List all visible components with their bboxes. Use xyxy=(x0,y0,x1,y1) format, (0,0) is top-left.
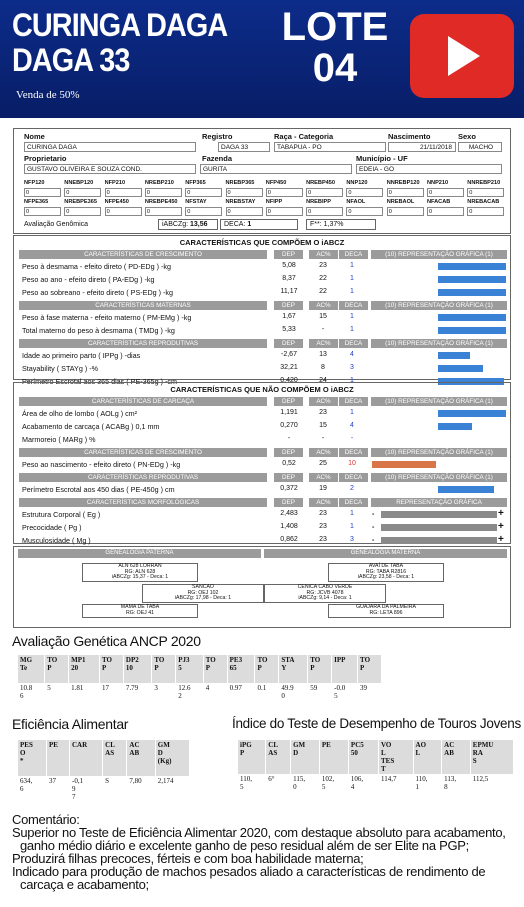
dam-dam-box xyxy=(328,604,444,618)
col-header: CL AS xyxy=(266,740,291,774)
metric-label: NREBP450 xyxy=(306,180,336,186)
col-value: 10.8 6 xyxy=(18,683,45,709)
col-header: AC AB xyxy=(127,740,155,776)
trait-dep: 1,408 xyxy=(280,523,298,530)
col-header-dep: DEP xyxy=(274,448,303,457)
trait-label: Peso ao nascimento - efeito direto ( PN-EDg ) -kg xyxy=(22,460,181,469)
trait-deca: 1 xyxy=(350,510,354,517)
comment-title: Comentário: xyxy=(12,812,80,827)
col-value: 12.6 2 xyxy=(176,683,203,709)
trait-dep: 1,67 xyxy=(282,313,296,320)
trait-deca: 1 xyxy=(350,523,354,530)
col-header: EPMU RA S xyxy=(470,740,513,774)
col-header: PE3 65 xyxy=(227,655,255,683)
trait-deca: - xyxy=(350,435,354,442)
col-header: GM D xyxy=(291,740,320,774)
col-value: 7.79 xyxy=(123,683,151,709)
col-value: 634, 6 xyxy=(18,776,47,802)
sire-sire-box xyxy=(142,584,264,603)
label-registro: Registro xyxy=(202,132,233,141)
field-nascimento: 21/11/2018 xyxy=(388,142,456,152)
comment-line: carcaça e acabamento; xyxy=(20,877,149,892)
col-header: TO P xyxy=(308,655,332,683)
trait-deca: 1 xyxy=(350,262,354,269)
col-header-rep: REPRESENTAÇÃO GRÁFICA xyxy=(371,498,507,507)
col-value: 49.9 0 xyxy=(279,683,308,709)
field-nome: CURINGA DAGA xyxy=(24,142,196,152)
field-sexo: MACHO xyxy=(458,142,502,152)
label-avaliacao-genomica: Avaliação Genômica xyxy=(24,221,89,228)
ancp-table xyxy=(18,655,382,709)
deca-box xyxy=(220,219,298,230)
col-value: 59 xyxy=(308,683,332,709)
trait-dep: 0,270 xyxy=(280,422,298,429)
col-value: 1.81 xyxy=(69,683,100,709)
trait-ac: 19 xyxy=(319,485,327,492)
metric-value: 0 xyxy=(387,207,424,216)
trait-deca: 1 xyxy=(350,288,354,295)
metric-value: 0 xyxy=(105,207,142,216)
col-header-rep: (10) REPRESENTAÇÃO GRÁFICA (1) xyxy=(371,397,507,406)
sale-percentage: Venda de 50% xyxy=(16,89,80,101)
dam-box xyxy=(328,563,444,582)
col-value: -0,1 9 7 xyxy=(69,776,102,802)
group-header: CARACTERÍSTICAS REPRODUTIVAS xyxy=(19,473,267,482)
col-header: TO P xyxy=(152,655,176,683)
col-value: 5 xyxy=(45,683,69,709)
trait-deca: 1 xyxy=(350,377,354,384)
trait-bar xyxy=(438,263,506,270)
trait-label: Idade ao primeiro parto ( IPPg ) -dias xyxy=(22,351,141,360)
trait-bar xyxy=(438,365,483,372)
col-header-deca: DECA xyxy=(339,301,368,310)
trait-deca: 3 xyxy=(350,536,354,543)
trait-bar xyxy=(438,352,470,359)
trait-label: Peso à fase materna - efeito materno ( PM-EMg ) -kg xyxy=(22,313,192,322)
col-header-dep: DEP xyxy=(274,397,303,406)
col-header: CAR xyxy=(69,740,102,776)
trait-ac: 22 xyxy=(319,275,327,282)
trait-dep: - xyxy=(287,435,291,442)
efficiency-title: Eficiência Alimentar xyxy=(12,716,129,732)
field-raca: TABAPUA - PO xyxy=(274,142,386,152)
metric-label: NNREBP210 xyxy=(467,180,501,186)
trait-deca: 1 xyxy=(350,275,354,282)
col-header-deca: DECA xyxy=(339,473,368,482)
metric-label: NFACAB xyxy=(427,199,451,205)
col-header-deca: DECA xyxy=(339,397,368,406)
col-value: 2,174 xyxy=(155,776,189,802)
label-municipio: Município - UF xyxy=(356,154,408,163)
dam-sire-text: CENICA CABO VERDE RG: JCVB 4078 iABCZg: 9,14 - Deca: 1 xyxy=(297,584,353,602)
f-box: F**: 1,37% xyxy=(306,219,376,230)
trait-label: Total materno do peso à desmama ( TMDg ) -kg xyxy=(22,326,175,335)
plus-sign: + xyxy=(498,521,504,532)
dam-text: AVAÍ DE TABA RG: TABA R2816 iABCZg: 23,58 - Deca: 1 xyxy=(357,563,415,581)
col-header-deca: DECA xyxy=(339,339,368,348)
col-header-ac: AC% xyxy=(309,301,338,310)
trait-ac: 25 xyxy=(319,460,327,467)
col-header-ac: AC% xyxy=(309,448,338,457)
metric-value: 0 xyxy=(185,188,222,197)
trait-dep: 2,483 xyxy=(280,510,298,517)
deca-label: DECA: xyxy=(224,221,248,228)
label-raca: Raça - Categoria xyxy=(274,132,334,141)
dam-dam-text: GUAJARA DA PALMEIRA RG: LETA 896 xyxy=(356,604,416,616)
sire-sire-text: SANCAO RG: OEJ 102 iABCZg: 17,98 - Deca: 1 xyxy=(174,584,232,602)
metric-value: 0 xyxy=(306,207,343,216)
metric-label: NREBACAB xyxy=(467,199,500,205)
col-header: PES O * xyxy=(18,740,47,776)
trait-bar xyxy=(438,423,472,430)
trait-dep: 5,08 xyxy=(282,262,296,269)
metric-label: NREBIPP xyxy=(306,199,331,205)
label-nome: Nome xyxy=(24,132,45,141)
label-proprietario: Proprietario xyxy=(24,154,67,163)
group-header: CARACTERÍSTICAS REPRODUTIVAS xyxy=(19,339,267,348)
metric-label: NFP365 xyxy=(185,180,206,186)
trait-bar xyxy=(381,524,497,531)
col-value: 6° xyxy=(266,774,291,800)
trait-bar xyxy=(438,276,506,283)
trait-ac: 23 xyxy=(319,536,327,543)
noncomposing-title: CARACTERÍSTICAS QUE NÃO COMPÕEM O iABCZ xyxy=(170,385,354,394)
group-header: CARACTERÍSTICAS MATERNAS xyxy=(19,301,267,310)
trait-ac: 15 xyxy=(319,422,327,429)
trait-dep: 0,420 xyxy=(280,377,298,384)
col-header-dep: DEP xyxy=(274,498,303,507)
comment-line: Produzirá filhas precoces, férteis e com boa habilidade materna; xyxy=(12,851,364,866)
col-value: 0.97 xyxy=(227,683,255,709)
lote-number: 04 xyxy=(312,46,358,90)
comment-block xyxy=(12,813,524,891)
col-header: PC5 50 xyxy=(348,740,378,774)
metric-label: NREBPE450 xyxy=(144,199,178,205)
col-header-deca: DECA xyxy=(339,250,368,259)
trait-dep: 0,52 xyxy=(282,460,296,467)
trait-ac: 23 xyxy=(319,409,327,416)
col-header: GM D (Kg) xyxy=(155,740,189,776)
trait-bar xyxy=(372,461,436,468)
trait-label: Musculosidade ( Mg ) xyxy=(22,536,91,545)
col-value: 115, 0 xyxy=(291,774,320,800)
sire-text: ALN 628 LORRAN RG: ALN 628 iABCZg: 15,37 - Deca: 1 xyxy=(111,563,169,581)
trait-ac: - xyxy=(321,435,325,442)
trait-label: Peso à desmama - efeito direto ( PD-EDg ) -kg xyxy=(22,262,171,271)
tdtj-table xyxy=(238,740,514,800)
plus-sign: + xyxy=(498,534,504,545)
genealogy-paterna-header: GENEALOGIA PATERNA xyxy=(18,549,261,558)
field-registro: DAGA 33 xyxy=(218,142,270,152)
plus-sign: + xyxy=(498,508,504,519)
trait-ac: 23 xyxy=(319,510,327,517)
col-header: MG Te xyxy=(18,655,45,683)
col-header-ac: AC% xyxy=(309,473,338,482)
metric-value: 0 xyxy=(24,207,61,216)
trait-deca: 1 xyxy=(350,409,354,416)
trait-dep: 8,37 xyxy=(282,275,296,282)
trait-bar xyxy=(381,537,497,544)
col-header-ac: AC% xyxy=(309,339,338,348)
trait-deca: 1 xyxy=(350,326,354,333)
trait-ac: 24 xyxy=(319,377,327,384)
trait-dep: 5,33 xyxy=(282,326,296,333)
metric-label: NFSTAY xyxy=(185,199,207,205)
col-header-rep: (10) REPRESENTAÇÃO GRÁFICA (1) xyxy=(371,250,507,259)
iabczg-box xyxy=(158,219,218,230)
col-header: TO P xyxy=(203,655,227,683)
trait-label: Peso ao ano - efeito direto ( PA-EDg ) -kg xyxy=(22,275,155,284)
trait-bar xyxy=(381,511,497,518)
metric-label: NREBAOL xyxy=(386,199,415,205)
col-value: 110, 1 xyxy=(413,774,442,800)
play-icon xyxy=(448,36,480,76)
metric-value: 0 xyxy=(266,188,303,197)
field-fazenda: GURITA xyxy=(200,164,352,174)
composing-title: CARACTERÍSTICAS QUE COMPÕEM O iABCZ xyxy=(179,238,345,247)
trait-dep: 11,17 xyxy=(280,288,298,295)
col-header: AO L xyxy=(413,740,442,774)
trait-deca: 2 xyxy=(350,485,354,492)
col-header-ac: AC% xyxy=(309,498,338,507)
trait-label: Marmoreio ( MARg ) % xyxy=(22,435,96,444)
metric-value: 0 xyxy=(266,207,303,216)
metric-label: NFP450 xyxy=(265,180,287,186)
col-value: 17 xyxy=(99,683,123,709)
metric-value: 0 xyxy=(346,207,383,216)
trait-ac: - xyxy=(321,326,325,333)
trait-deca: 4 xyxy=(350,351,354,358)
metric-label: NFAOL xyxy=(346,199,366,205)
metric-label: NNP210 xyxy=(427,180,449,186)
group-header: CARACTERÍSTICAS DE CARCAÇA xyxy=(19,397,267,406)
animal-name-title: CURINGA DAGA xyxy=(12,7,228,43)
sire-dam-text: MAMA DE TABA RG: OEJ 41 xyxy=(120,604,160,616)
metric-value: 0 xyxy=(226,188,263,197)
trait-label: Área de olho de lombo ( AOLg ) cm² xyxy=(22,409,138,418)
col-value: 114,7 xyxy=(378,774,413,800)
metric-label: NREBP365 xyxy=(225,180,255,186)
metric-value: 0 xyxy=(105,188,142,197)
trait-label: Acabamento de carcaça ( ACABg ) 0,1 mm xyxy=(22,422,160,431)
trait-bar xyxy=(438,410,506,417)
trait-ac: 23 xyxy=(319,262,327,269)
metric-label: NNP120 xyxy=(346,180,368,186)
col-header: VO L TES T xyxy=(378,740,413,774)
metric-value: 0 xyxy=(145,207,182,216)
metric-label: NREBP210 xyxy=(144,180,174,186)
metric-value: 0 xyxy=(306,188,343,197)
col-header-dep: DEP xyxy=(274,473,303,482)
metric-value: 0 xyxy=(145,188,182,197)
trait-ac: 23 xyxy=(319,523,327,530)
label-fazenda: Fazenda xyxy=(202,154,233,163)
col-header-deca: DECA xyxy=(339,498,368,507)
ancp-title: Avaliação Genética ANCP 2020 xyxy=(12,633,201,649)
col-header-dep: DEP xyxy=(274,301,303,310)
metric-label: NREBPE365 xyxy=(64,199,97,205)
trait-bar xyxy=(438,486,494,493)
metric-value: 0 xyxy=(185,207,222,216)
col-header-dep: DEP xyxy=(274,250,303,259)
dam-sire-box xyxy=(264,584,386,603)
group-header: CARACTERÍSTICAS DE CRESCIMENTO xyxy=(19,250,267,259)
col-header-rep: (10) REPRESENTAÇÃO GRÁFICA (1) xyxy=(371,448,507,457)
metric-value: 0 xyxy=(427,188,464,197)
metric-label: NNREBP120 xyxy=(386,180,420,186)
col-value: 0.1 xyxy=(255,683,279,709)
col-header: iPG P xyxy=(238,740,266,774)
comment-line: Superior no Teste de Eficiência Alimentar 2020, com destaque absoluto para acabamento, xyxy=(12,825,506,840)
col-value: 3 xyxy=(152,683,176,709)
metric-label: NFP210 xyxy=(104,180,126,186)
metric-label: NNEBP120 xyxy=(64,180,94,186)
tdtj-title: Índice do Teste de Desempenho de Touros Jovens xyxy=(232,716,521,731)
trait-bar xyxy=(438,327,506,334)
trait-deca: 4 xyxy=(350,422,354,429)
col-value: 106, 4 xyxy=(348,774,378,800)
metric-value: 0 xyxy=(387,188,424,197)
trait-deca: 3 xyxy=(350,364,354,371)
metric-label: NFP120 xyxy=(24,180,45,186)
metric-label: NFIPP xyxy=(265,199,283,205)
col-header: MP1 20 xyxy=(69,655,100,683)
minus-sign: - xyxy=(372,535,375,544)
iabczg-value: 13,56 xyxy=(190,221,208,228)
deca-value: 1 xyxy=(247,221,252,228)
trait-dep: 0,862 xyxy=(280,536,298,543)
trait-label: Peso ao sobreano - efeito direto ( PS-EDg ) -kg xyxy=(22,288,174,297)
trait-ac: 15 xyxy=(319,313,327,320)
metric-value: 0 xyxy=(427,207,464,216)
sire-box xyxy=(82,563,198,582)
col-header-ac: AC% xyxy=(309,397,338,406)
col-value: 112,5 xyxy=(470,774,513,800)
col-header: PJ3 5 xyxy=(176,655,203,683)
col-header: AC AB xyxy=(442,740,471,774)
trait-label: Stayability ( STAYg ) -% xyxy=(22,364,99,373)
col-value: 37 xyxy=(47,776,70,802)
col-header-dep: DEP xyxy=(274,339,303,348)
col-header: TO P xyxy=(255,655,279,683)
metric-value: 0 xyxy=(226,207,263,216)
col-header: CL AS xyxy=(103,740,127,776)
label-nascimento: Nascimento xyxy=(388,132,431,141)
youtube-play-button[interactable] xyxy=(410,14,514,98)
animal-id-title: DAGA 33 xyxy=(12,42,130,78)
trait-dep: 1,191 xyxy=(280,409,298,416)
metric-value: 0 xyxy=(64,188,101,197)
metric-value: 0 xyxy=(467,207,504,216)
group-header: CARACTERÍSTICAS MORFOLÓGICAS xyxy=(19,498,267,507)
minus-sign: - xyxy=(372,509,375,518)
col-value: 7,80 xyxy=(127,776,155,802)
col-header: DP2 10 xyxy=(123,655,151,683)
col-header-rep: (10) REPRESENTAÇÃO GRÁFICA (1) xyxy=(371,473,507,482)
group-header: CARACTERÍSTICAS DE CRESCIMENTO xyxy=(19,448,267,457)
metric-value: 0 xyxy=(64,207,101,216)
col-value: 4 xyxy=(203,683,227,709)
col-header: PE xyxy=(319,740,348,774)
trait-deca: 10 xyxy=(348,460,356,467)
col-header: IPP xyxy=(332,655,358,683)
genealogy-materna-header: GENEALOGIA MATERNA xyxy=(264,549,507,558)
trait-label: Precocidade ( Pg ) xyxy=(22,523,82,532)
metric-label: NFPE365 xyxy=(24,199,49,205)
col-header: TO P xyxy=(99,655,123,683)
col-value: 102, 5 xyxy=(319,774,348,800)
lote-label: LOTE xyxy=(281,5,389,49)
col-value: 113, 8 xyxy=(442,774,471,800)
metric-label: NREBSTAY xyxy=(225,199,256,205)
trait-deca: 1 xyxy=(350,313,354,320)
trait-label: Perímetro Escrotal aos 450 dias ( PE-450g ) cm xyxy=(22,485,175,494)
col-header: STA Y xyxy=(279,655,308,683)
col-header-rep: (10) REPRESENTAÇÃO GRÁFICA (1) xyxy=(371,301,507,310)
col-value: 110, 5 xyxy=(238,774,266,800)
metric-label: NFPE450 xyxy=(104,199,129,205)
trait-dep: 0,372 xyxy=(280,485,298,492)
metric-value: 0 xyxy=(467,188,504,197)
comment-line: Indicado para produção de machos pesados aliado a características de rendimento de xyxy=(12,864,486,879)
efficiency-table xyxy=(18,740,190,802)
field-municipio: EDEIA - GO xyxy=(356,164,502,174)
trait-label: Estrutura Corporal ( Eg ) xyxy=(22,510,101,519)
trait-bar xyxy=(438,289,506,296)
col-header-rep: (10) REPRESENTAÇÃO GRÁFICA (1) xyxy=(371,339,507,348)
trait-label: Perímetro Escrotal aos 365 dias ( PE-365g ) -cm xyxy=(22,377,177,386)
col-header: TO P xyxy=(45,655,69,683)
col-value: 39 xyxy=(358,683,382,709)
col-value: -0.0 5 xyxy=(332,683,358,709)
trait-dep: -2,67 xyxy=(281,351,297,358)
col-header-deca: DECA xyxy=(339,448,368,457)
metric-value: 0 xyxy=(24,188,61,197)
label-sexo: Sexo xyxy=(458,132,476,141)
sire-dam-box xyxy=(82,604,198,618)
comment-line: ganho médio diário e excelente ganho de peso residual além de ser Elite na PGP; xyxy=(20,838,469,853)
iabczg-label: iABCZg: xyxy=(162,221,191,228)
col-header-ac: AC% xyxy=(309,250,338,259)
header-banner xyxy=(0,0,524,118)
trait-ac: 22 xyxy=(319,288,327,295)
trait-dep: 32,21 xyxy=(280,364,298,371)
trait-ac: 8 xyxy=(321,364,325,371)
metric-value: 0 xyxy=(346,188,383,197)
minus-sign: - xyxy=(372,522,375,531)
col-header: TO P xyxy=(358,655,382,683)
col-value: S xyxy=(103,776,127,802)
trait-bar xyxy=(438,314,506,321)
col-header: PE xyxy=(47,740,70,776)
trait-ac: 13 xyxy=(319,351,327,358)
field-proprietario: GUSTAVO OLIVEIRA E SOUZA COND. xyxy=(24,164,196,174)
